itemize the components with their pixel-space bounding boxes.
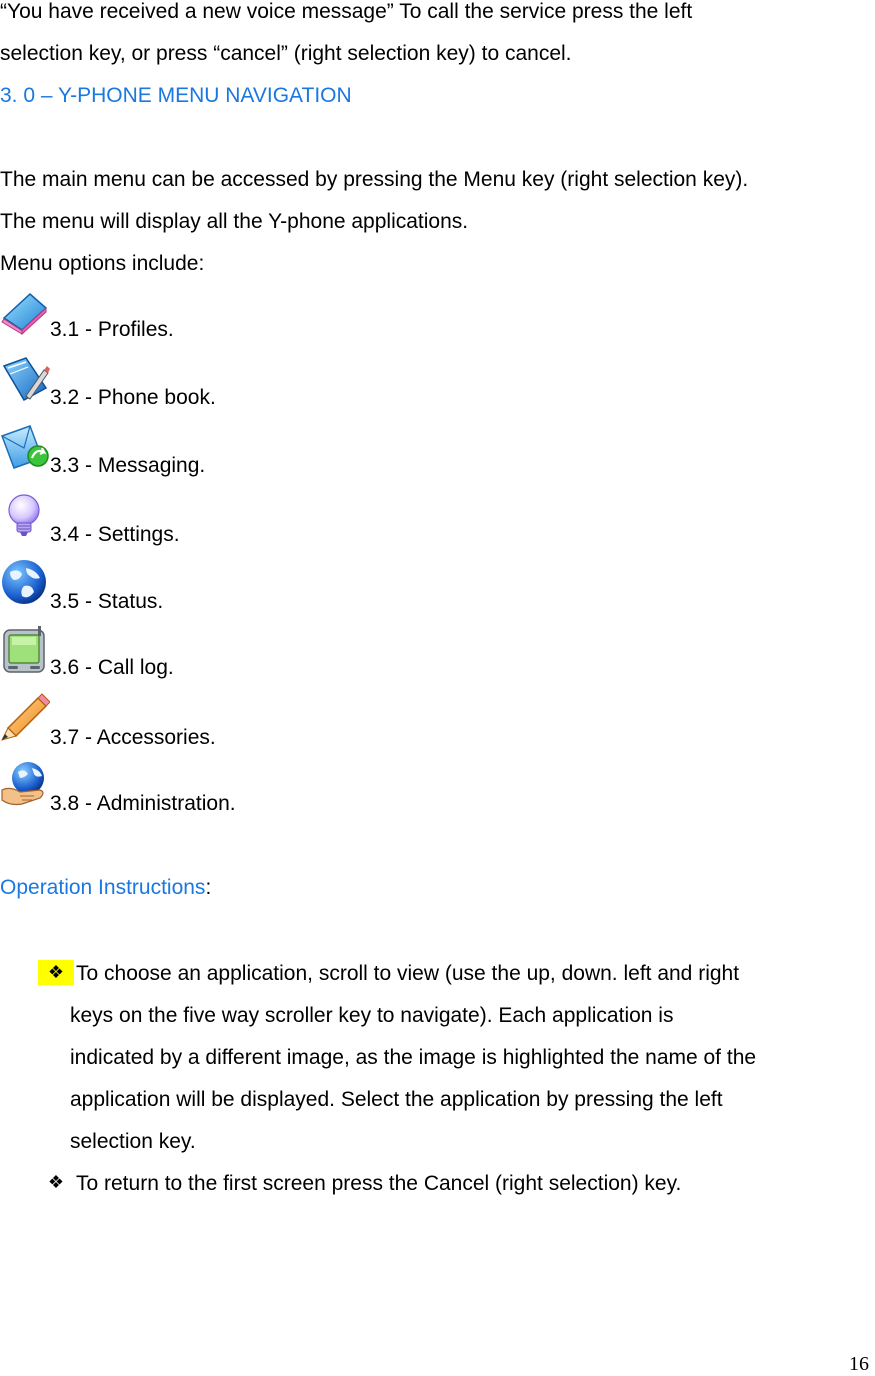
intro-line-2: selection key, or press “cancel” (right selection key) to cancel. [0, 42, 572, 65]
bullet-line: selection key. [70, 1130, 196, 1153]
bullet-paragraph [70, 962, 757, 1172]
messaging-icon [0, 422, 50, 472]
admin-globe-hand-icon [0, 760, 50, 810]
menu-item-call-log [0, 626, 400, 682]
menu-item-label: 3.6 - Call log. [50, 656, 174, 679]
globe-icon [0, 558, 50, 608]
menu-item-settings [0, 490, 400, 546]
bullet-line: To choose an application, scroll to view (use the up, down. left and right [76, 962, 740, 985]
body-line-3: Menu options include: [0, 252, 205, 275]
menu-item-profiles [0, 288, 400, 344]
page-number: 16 [849, 1353, 869, 1375]
pencil-icon [0, 692, 50, 742]
bullet-diamond-icon: ❖ [38, 960, 74, 985]
menu-item-phonebook [0, 356, 400, 412]
menu-item-label: 3.4 - Settings. [50, 523, 180, 546]
phonebook-icon [0, 356, 50, 406]
body-line-2: The menu will display all the Y-phone applications. [0, 210, 469, 233]
menu-item-accessories [0, 692, 400, 748]
bullet-line: application will be displayed. Select the application by pressing the left [70, 1088, 723, 1111]
operation-heading [0, 876, 211, 900]
profiles-icon [0, 288, 50, 338]
bullet-paragraph [76, 1172, 681, 1214]
menu-item-messaging [0, 422, 400, 478]
bullet-line: To return to the first screen press the Cancel (right selection) key. [76, 1172, 682, 1195]
menu-item-label: 3.1 - Profiles. [50, 318, 174, 341]
pda-icon [0, 626, 50, 676]
menu-item-label: 3.7 - Accessories. [50, 726, 216, 749]
menu-item-label: 3.5 - Status. [50, 590, 164, 613]
menu-item-label: 3.2 - Phone book. [50, 386, 216, 409]
bullet-diamond-icon: ❖ [47, 1172, 65, 1192]
bullet-line: indicated by a different image, as the image is highlighted the name of the [70, 1046, 757, 1069]
menu-item-label: 3.8 - Administration. [50, 792, 236, 815]
body-line-1: The main menu can be accessed by pressing the Menu key (right selection key). [0, 168, 749, 191]
section-heading: 3. 0 – Y-PHONE MENU NAVIGATION [0, 84, 352, 107]
operation-heading-text: Operation Instructions [0, 876, 206, 899]
bullet-line: keys on the five way scroller key to navigate). Each application is [70, 1004, 674, 1027]
menu-item-administration [0, 760, 400, 816]
lightbulb-icon [0, 490, 50, 540]
menu-item-status [0, 558, 400, 614]
intro-line-1: “You have received a new voice message” To call the service press the left [0, 0, 693, 23]
operation-heading-colon: : [205, 876, 212, 899]
menu-item-label: 3.3 - Messaging. [50, 454, 206, 477]
